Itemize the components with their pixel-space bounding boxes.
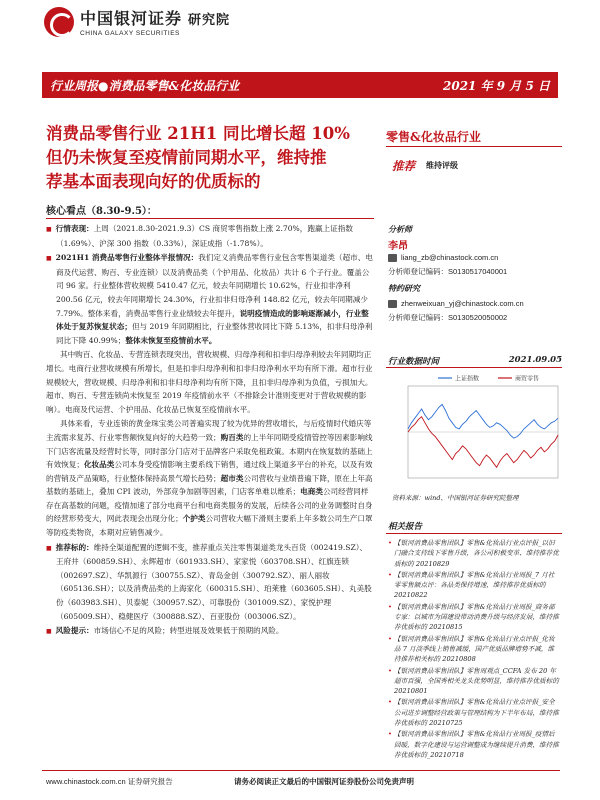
detail-paragraph: 具体来看，专业连锁的黄金珠宝类公司普遍实现了较为优异的营收增长，与后疫情时代婚庆等主流需求复苏、行业零售额恢复向好的大趋势一致；购百类的上半年同期受疫情管控等因素影响线下门店客流量及经营时长等，同时部分门店对于品牌客户采取免租政策。本期内在恢复数的基础上有效恢复；化妆品类公司本身受疫情影响主要系线下销售，通过线上渠道多平台的补充，以及有效的营销及产品策略，行业整体保持高景气增长趋势；超市类公司营收与业绩普遍下降，原在上年高基数的基础上，叠加 CPI 波动，外部竞争加剧等因素，门店客单难以维系；电商类公司经营同样存在高基数的问题，疫情加速了部分电商平台和电商类服务的发展，后续各公司的业务调整时自身的经营形势变大，网此表现会出现分化；个护类公司营收大幅下滑则主要系上年多数公司生产口罩等防疫类物资，本期对应销售减少。 (46, 419, 373, 538)
sector-title: 零售&化妆品行业 (386, 130, 481, 144)
report-date: 2021 年 9 月 5 日 (443, 78, 550, 93)
researcher-cert: 分析师登记编码：S0130520050002 (388, 313, 508, 322)
sector-divider (386, 146, 562, 147)
risk-paragraph: ■ 风险提示：市场信心不足的风险；转型进展及效果低于预期的风险。 (46, 624, 374, 639)
half-year-paragraph: ■ 2021H1 消费品零售行业整体半报情况：我们定义消费品零售行业包含零售渠道类（超市、电商及代运营、购百、专业连锁）以及消费品类（个护用品、化妆品）共计 6 个子行业。覆盖公司 96 家。行业整体营收规模 5410.47 亿元，较去年同期增长 10.62%，行业扣非净利 200.56 亿元，较去年同期增长 24.30%，行业扣非归母净利 148.82 亿元，较去年同期减少 7.79%。整体来看，消费品零售行业业绩较去年提升，说明疫情造成的影响逐渐减小，行业整体处于复苏恢复状态；但与 2019 年同期相比，行业整体营收同比下降 5.13%，扣非归母净利同比下降 40.99%；整体未恢复至疫情前水平。 (46, 251, 374, 347)
report-body (46, 222, 374, 640)
analyst-heading: 分析师 (388, 224, 412, 234)
related-reports-list (388, 538, 560, 761)
related-report-item[interactable]: • 【银河消费品零售团队】零售&化妆品行业周报_7 月社零零售额点评：各品类保持增速，维持推荐优质标的 20210822 (388, 570, 560, 601)
analyst-name: 李昂 (388, 241, 408, 252)
related-reports-heading: 相关报告 (388, 522, 423, 532)
related-report-item[interactable]: • 【银河消费品零售团队】零售周观点_CCFA 发布 20 年超市百强，全国秀相关龙头优势明显，维持推荐优质标的 20210801 (388, 666, 560, 697)
rating-sub: 维持评级 (426, 160, 458, 170)
index-chart-svg (390, 370, 562, 492)
institute-name: 研究院 (188, 13, 231, 28)
subsector-paragraph: 其中购百、化妆品、专营连锁表现突出，营收规模、归母净利和扣非归母净利较去年同期均正增长。电商行业营收规模有所增长，但是扣非归母净利和扣非归母净利水平均有所下滑。超市行业规模较大，营收规模、归母净利和扣非归母净利均有所下降，且扣非归母净利为负值，亏损加大。超市、购百、专营连锁尚未恢复至 2019 年疫情前水平（不排除会计准则变更对于营收规模的影响）。电商及代运营、个护用品、化妆品已恢复至疫情前水平。 (46, 350, 373, 414)
report-title (46, 122, 376, 194)
company-logo (44, 6, 230, 37)
analyst-cert: 分析师登记编码：S0130517040001 (388, 267, 508, 276)
core-divider (46, 218, 374, 219)
email-icon (388, 254, 397, 262)
series-line-1 (408, 417, 558, 468)
related-report-item[interactable]: • 【银河消费品零售团队】零售&化妆品行业周报_疫情后回暖，数字化建设与运营调整成为继续提升消费，维持推荐优质标的_20210718 (388, 729, 560, 760)
footer-site: www.chinastock.com.cn 证券研究报告 (46, 777, 173, 786)
title-line-2: 但仍未恢复至疫情前同期水平，维持推 (46, 148, 327, 167)
email-icon (388, 300, 397, 308)
legend-label: 上证指数 (455, 375, 480, 383)
galaxy-logo-icon (44, 7, 74, 37)
market-performance-paragraph: ■ 行情表现：上周（2021.8.30-2021.9.3）CS 商贸零售指数上涨 2.70%，跑赢上证指数（1.69%）、沪深 300 指数（0.33%），深证成指（-1.78%）。 (46, 222, 374, 250)
recommendation-paragraph: ■ 推荐标的：维持全渠道配置的逻辑不变，推荐重点关注零售渠道类龙头百货（002419.SZ）、王府井（600859.SH）、永辉超市（601933.SH）、家家悦（603708.SH）、红旗连锁（002697.SZ）、华凯源行（300755.SZ）、青岛金创（300792.SZ）、丽人丽妆（605136.SH）；以及消费品类的上海家化（600315.SH）、珀莱雅（603605.SH）、丸美股份（603983.SH）、贝泰妮（300957.SZ）、可靠股份（301009.SZ）、家悦护理（605009.SH）、稳健医疗（300888.SZ）、百亚股份（003006.SZ）。 (46, 541, 374, 624)
company-name: 中国银河证券 (80, 9, 183, 28)
series-line-0 (408, 404, 558, 438)
related-report-item[interactable]: • 【银河消费品零售团队】零售&化妆品行业点评报_安全公司进步调整经营政策与管理结构为下半年布局，维持推荐优质标的 20210725 (388, 697, 560, 728)
report-category: 行业周报●消费品零售&化妆品行业 (50, 78, 240, 93)
core-points-label: 核心看点（8.30-9.5）： (46, 206, 157, 217)
rating-label: 推荐 (392, 159, 415, 173)
related-report-item[interactable]: • 【银河消费品零售团队】零售&化妆品行业周报_商务部专家：以城市为国建设带动消费升级与经济发展，维持推荐优质标的 20210815 (388, 602, 560, 633)
industry-data-heading: 行业数据时间 2021.09.05 (388, 355, 562, 367)
footer-disclaimer: 请务必阅读正文最后的中国银河证券股份公司免责声明 (234, 777, 414, 786)
related-report-item[interactable]: • 【银河消费品零售团队】零售&化妆品行业点评报_以旧门融合支持线下零售升级，各公司积极变革、维持推荐优质标的 20210829 (388, 538, 560, 569)
researcher-email: zhenweixuan_yj@chinastock.com.cn (388, 299, 524, 308)
company-name-en: CHINA GALAXY SECURITIES (80, 30, 180, 37)
related-report-item[interactable]: • 【银河消费品零售团队】零售&化妆品行业点评报_化妆品 7 月淡季线上销售减缓，国产优质品牌增势不减，维持推荐相关标的 20210808 (388, 634, 560, 665)
report-type-bar (42, 72, 558, 98)
chart-source: 资料来源：wind、中国银河证券研究院整理 (392, 494, 519, 502)
related-divider (386, 533, 562, 534)
title-line-1: 消费品零售行业 21H1 同比增长超 10% (46, 124, 350, 143)
footer-divider (42, 770, 560, 771)
legend-label: 商贸零售 (515, 375, 540, 383)
researcher-heading: 特约研究 (388, 283, 420, 293)
analyst-email: liang_zb@chinastock.com.cn (388, 253, 498, 262)
title-line-3: 荐基本面表现向好的优质标的 (46, 172, 261, 191)
index-chart (390, 370, 562, 492)
data-divider (386, 367, 562, 368)
